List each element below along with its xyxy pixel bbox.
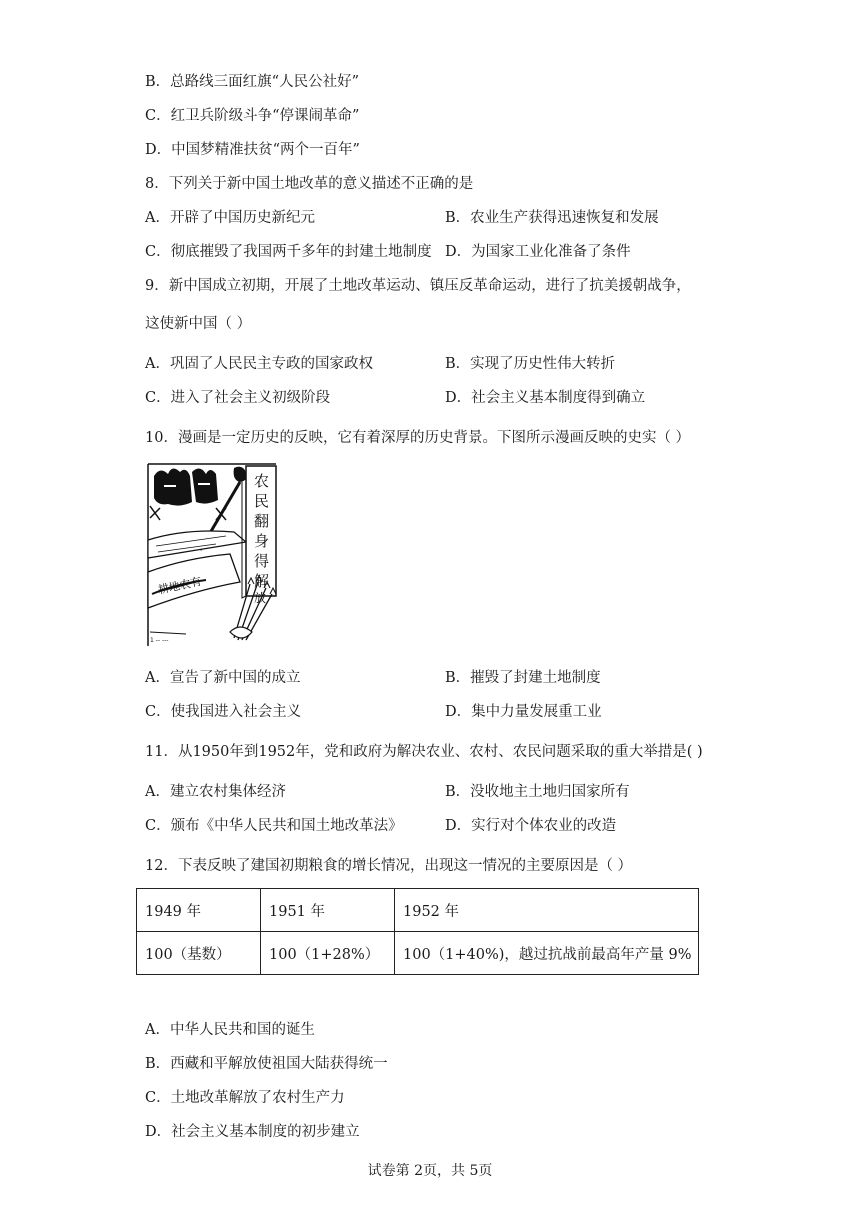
q11-stem: 11．从1950年到1952年，党和政府为解决农业、农村、农民问题采取的重大举措是( ) [145,744,703,760]
q8-option-a: A．开辟了中国历史新纪元 [145,210,315,226]
q7-option-b: B．总路线三面红旗“人民公社好” [145,74,359,90]
q10-stem: 10．漫画是一定历史的反映，它有着深厚的历史背景。下图所示漫画反映的史实（ ） [145,430,691,446]
q9-options-row-1 [145,354,765,374]
q7-option-d: D．中国梦精准扶贫“两个一百年” [145,142,360,158]
svg-text:农: 农 [254,472,270,490]
svg-text:解: 解 [254,572,270,590]
svg-text:放: 放 [254,591,267,605]
q9-stem-line-1: 9．新中国成立初期，开展了土地改革运动、镇压反革命运动，进行了抗美援朝战争， [145,278,691,294]
q12-option-a: A．中华人民共和国的诞生 [145,1022,315,1038]
table-cell-1951: 100（1+28%） [261,932,395,975]
q12-option-c: C．土地改革解放了农村生产力 [145,1090,345,1106]
q10-options-row-1 [145,668,765,688]
q12-option-d: D．社会主义基本制度的初步建立 [145,1124,360,1140]
table-cell-1949: 100（基数） [137,932,261,975]
table-header-row [137,889,699,932]
q9-stem-line-2: 这使新中国（ ） [145,316,252,332]
q11-options-row-2 [145,816,765,836]
q10-option-a: A．宣告了新中国的成立 [145,670,301,686]
q9-option-c: C．进入了社会主义初级阶段 [145,390,331,406]
svg-text:耕地农有: 耕地农有 [156,574,203,597]
q9-option-a: A．巩固了人民民主专政的国家政权 [145,356,373,372]
table-header-1952: 1952 年 [395,889,699,932]
svg-text:民: 民 [254,492,270,510]
q10-option-d: D．集中力量发展重工业 [445,704,602,720]
q11-option-d: D．实行对个体农业的改造 [445,818,617,834]
q8-stem: 8．下列关于新中国土地改革的意义描述不正确的是 [145,176,474,192]
q11-option-b: B．没收地主土地归国家所有 [445,784,630,800]
svg-text:翻: 翻 [254,512,270,530]
land-reform-cartoon-image [146,462,278,648]
q8-option-b: B．农业生产获得迅速恢复和发展 [445,210,659,226]
svg-text:身: 身 [254,532,270,550]
q8-option-d: D．为国家工业化准备了条件 [445,244,631,260]
q11-option-c: C．颁布《中华人民共和国土地改革法》 [145,818,403,834]
q12-option-b: B．西藏和平解放使祖国大陆获得统一 [145,1056,388,1072]
grain-growth-table [136,888,699,975]
q9-options-row-2 [145,388,765,408]
q8-option-c: C．彻底摧毁了我国两千多年的封建土地制度 [145,244,432,260]
table-header-1949: 1949 年 [137,889,261,932]
q8-options-row-1 [145,208,765,228]
q8-options-row-2 [145,242,765,262]
page-footer: 试卷第 2页，共 5页 [367,1163,493,1179]
q7-option-c: C．红卫兵阶级斗争“停课闹革命” [145,108,360,124]
svg-text:1 -- ---: 1 -- --- [150,637,169,644]
table-cell-1952: 100（1+40%)，越过抗战前最高年产量 9% [395,932,699,975]
q10-option-c: C．使我国进入社会主义 [145,704,302,720]
q9-option-b: B．实现了历史性伟大转折 [445,356,616,372]
q10-options-row-2 [145,702,765,722]
q9-option-d: D．社会主义基本制度得到确立 [445,390,646,406]
q12-stem: 12．下表反映了建国初期粮食的增长情况，出现这一情况的主要原因是（ ） [145,858,633,874]
q11-option-a: A．建立农村集体经济 [145,784,286,800]
svg-text:得: 得 [254,552,270,570]
table-row [137,932,699,975]
table-header-1951: 1951 年 [261,889,395,932]
q11-options-row-1 [145,782,765,802]
q10-option-b: B．摧毁了封建土地制度 [445,670,601,686]
